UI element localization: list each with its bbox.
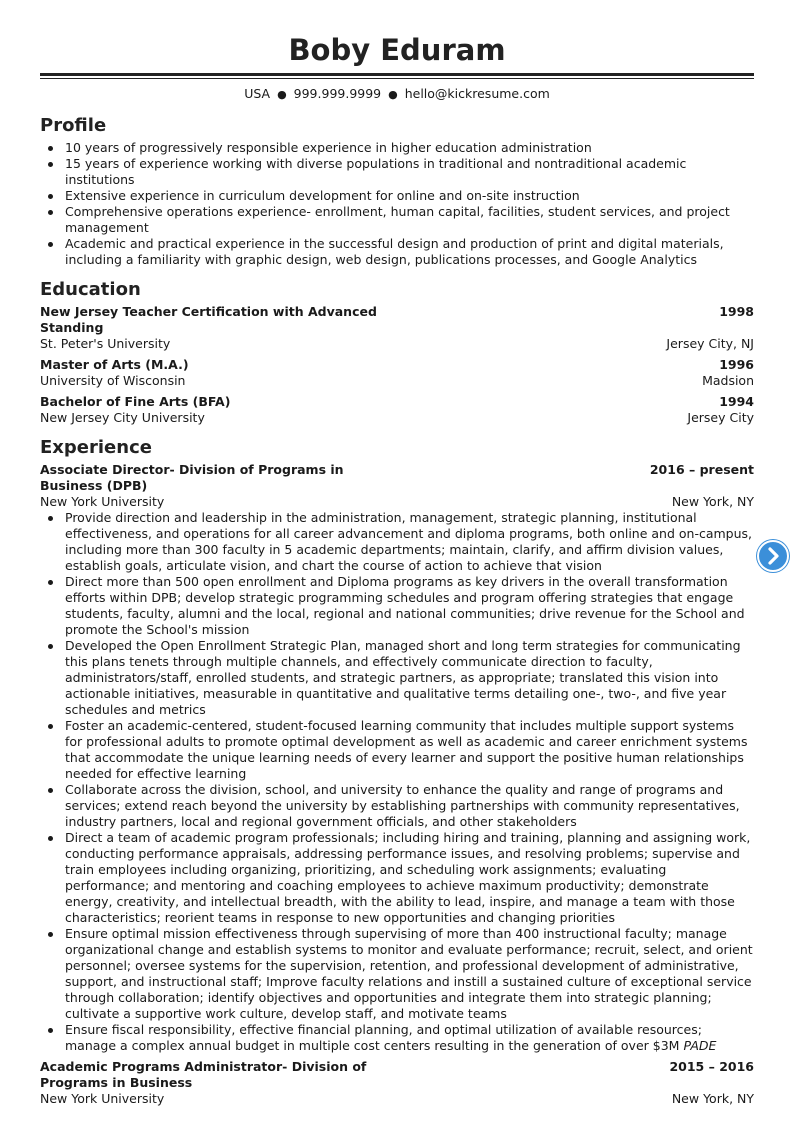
job-title: Academic Programs Administrator- Division of Programs in Business bbox=[40, 1059, 367, 1090]
contact-phone: 999.999.9999 bbox=[293, 86, 382, 101]
list-item: Direct more than 500 open enrollment and Diploma programs as key drivers in the overall transformation efforts within DPB; develop strategic programming schedules and program offering strategies that engage students, faculty, alumni and the local, regional and national communities; drive revenue for the School and promote the School's mission bbox=[40, 574, 754, 638]
education-entry bbox=[40, 357, 754, 389]
job-location: New York, NY bbox=[671, 1091, 754, 1106]
list-item: Collaborate across the division, school, and university to enhance the quality and range of programs and services; extend reach beyond the university by establishing partnerships with community representatives, industry partners, local and regional government officials, and other stakeholders bbox=[40, 782, 754, 830]
profile-list bbox=[40, 140, 754, 268]
experience-section bbox=[40, 437, 754, 1107]
degree-year: 1994 bbox=[719, 394, 754, 409]
next-page-button[interactable] bbox=[756, 539, 790, 573]
list-item: Foster an academic-centered, student-focused learning community that includes multiple support systems for professional adults to promote optimal development as well as academic and career enrichment systems that accommodate the unique learning needs of every learner and support the positive human relationships needed for effective learning bbox=[40, 718, 754, 782]
candidate-name: Boby Eduram bbox=[288, 33, 506, 67]
education-section bbox=[40, 279, 754, 426]
list-item: 15 years of experience working with diverse populations in traditional and nontraditional academic institutions bbox=[40, 156, 754, 188]
section-title-education: Education bbox=[40, 279, 141, 300]
resume-page bbox=[40, 0, 754, 1107]
school-location: Madsion bbox=[702, 373, 754, 388]
experience-entry bbox=[40, 462, 754, 1054]
school-name: New Jersey City University bbox=[40, 410, 205, 425]
degree-year: 1998 bbox=[719, 304, 754, 319]
school-location: Jersey City, NJ bbox=[666, 336, 754, 351]
school-name: University of Wisconsin bbox=[40, 373, 186, 388]
employer-name: New York University bbox=[40, 494, 165, 509]
list-item-suffix: PADE bbox=[683, 1038, 717, 1053]
degree-title: New Jersey Teacher Certification with Advanced Standing bbox=[40, 304, 377, 335]
degree-year: 1996 bbox=[719, 357, 754, 372]
list-item: Ensure optimal mission effectiveness through supervising of more than 400 instructional faculty; manage organizational change and establish systems to monitor and evaluate performance; recruit, select, and orient personnel; oversee systems for the supervision, retention, and professional development of administrative, support, and instructional staff; Improve faculty relations and instill a sustained culture of exceptional service through collaboration; identify objectives and opportunities and integrate them into strategic planning; cultivate a supportive work culture, develop staff, and motivate teams bbox=[40, 926, 754, 1022]
job-dates: 2015 – 2016 bbox=[669, 1059, 754, 1074]
employer-name: New York University bbox=[40, 1091, 165, 1106]
school-name: St. Peter's University bbox=[40, 336, 171, 351]
list-item: Provide direction and leadership in the administration, management, strategic planning, institutional effectiveness, and operations for all career advancement and diploma programs, both online and on-campus, including more than 300 faculty in 5 academic departments; maintain, clarify, and affirm division values, establish goals, articulate vision, and chart the course of action to achieve that vision bbox=[40, 510, 754, 574]
section-title-experience: Experience bbox=[40, 437, 152, 458]
education-entry bbox=[40, 394, 754, 426]
section-title-profile: Profile bbox=[40, 115, 107, 136]
list-item: Academic and practical experience in the successful design and production of print and digital materials, including a familiarity with graphic design, web design, publications processes, and Google Analytics bbox=[40, 236, 754, 268]
header-divider-thick bbox=[40, 73, 754, 76]
bullet-separator-icon: ● bbox=[388, 88, 398, 101]
job-title: Associate Director- Division of Programs in Business (DPB) bbox=[40, 462, 344, 493]
bullet-separator-icon: ● bbox=[277, 88, 287, 101]
contact-email[interactable]: hello@kickresume.com bbox=[404, 86, 550, 101]
list-item-text: Ensure fiscal responsibility, effective financial planning, and optimal utilization of available resources; manage a complex annual budget in multiple cost centers resulting in the generation of over $3M bbox=[65, 1022, 702, 1053]
job-dates: 2016 – present bbox=[649, 462, 754, 477]
education-entry bbox=[40, 304, 754, 352]
degree-title: Master of Arts (M.A.) bbox=[40, 357, 189, 372]
contact-location: USA bbox=[244, 86, 271, 101]
school-location: Jersey City bbox=[687, 410, 754, 425]
degree-title: Bachelor of Fine Arts (BFA) bbox=[40, 394, 231, 409]
chevron-right-icon bbox=[756, 539, 790, 573]
list-item bbox=[40, 1022, 754, 1054]
list-item: Extensive experience in curriculum development for online and on-site instruction bbox=[40, 188, 754, 204]
profile-section bbox=[40, 115, 754, 268]
responsibilities-list bbox=[40, 510, 754, 1054]
job-location: New York, NY bbox=[671, 494, 754, 509]
list-item: Direct a team of academic program professionals; including hiring and training, planning and assigning work, conducting performance appraisals, addressing performance issues, and resolving problems; supervise and train employees including organizing, prioritizing, and scheduling work assignments; evaluating performance; and mentoring and coaching employees to achieve maximum productivity; demonstrate energy, creativity, and intellectual breadth, with the ability to lead, inspire, and manage a team with those characteristics; reorient teams in response to new opportunities and changing priorities bbox=[40, 830, 754, 926]
contact-line bbox=[40, 86, 754, 103]
experience-entry bbox=[40, 1059, 754, 1107]
list-item: Comprehensive operations experience- enrollment, human capital, facilities, student services, and project management bbox=[40, 204, 754, 236]
header-divider-thin bbox=[40, 78, 754, 79]
list-item: Developed the Open Enrollment Strategic Plan, managed short and long term strategies for communicating this plans tenets through multiple channels, and effectively communicate direction to faculty, administrators/staff, enrolled students, and strategic partners, as appropriate; translated this vision into actionable initiatives, measurable in quantitative and qualitative terms detailing one-, two-, and five year schedules and metrics bbox=[40, 638, 754, 718]
list-item: 10 years of progressively responsible experience in higher education administration bbox=[40, 140, 754, 156]
